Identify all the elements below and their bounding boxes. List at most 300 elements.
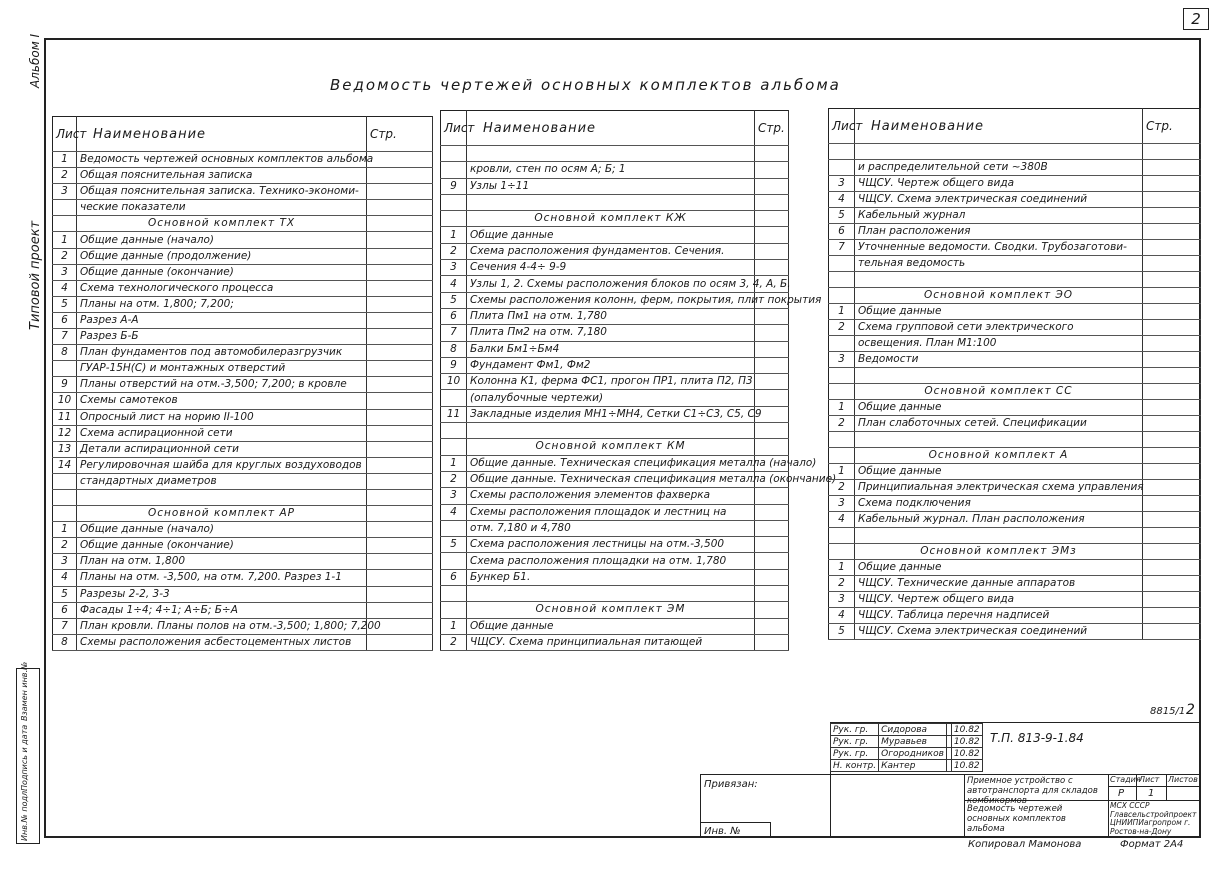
stamp-code: 8815/1: [1150, 706, 1186, 717]
sheet-number: 9: [53, 377, 77, 393]
table-row: [441, 569, 789, 585]
sheet-value: 1: [1148, 788, 1155, 799]
sheet-number: 1: [53, 152, 77, 168]
page-cell: [1143, 544, 1201, 560]
signer-name: Кантер: [879, 760, 947, 772]
sheet-number: 2: [441, 243, 467, 259]
sheet-number: 3: [441, 260, 467, 276]
page-cell: [1143, 512, 1201, 528]
table-row: [53, 409, 433, 425]
table-row: [441, 390, 789, 406]
sheet-number: [829, 368, 855, 384]
table-row: [441, 471, 789, 487]
table-row: [829, 160, 1201, 176]
signer-date: 10.82: [951, 724, 982, 736]
page-cell: [755, 634, 789, 650]
page-cell: [1143, 384, 1201, 400]
section-title: Основной комплект СС: [855, 384, 1143, 400]
sheet-name: [77, 489, 367, 505]
sheet-number: [53, 506, 77, 522]
page-cell: [755, 488, 789, 504]
table-row: [441, 276, 789, 292]
table-row: [53, 473, 433, 489]
sheet-number: 6: [441, 308, 467, 324]
page-cell: [367, 538, 433, 554]
inv-label: Инв. №: [704, 826, 741, 837]
table-row: [829, 336, 1201, 352]
table-row: [829, 224, 1201, 240]
sheet-number: 2: [53, 168, 77, 184]
sheet-name: Ведомость чертежей основных комплектов альбома: [77, 152, 367, 168]
sheet-number: 3: [53, 554, 77, 570]
sheet-name: Опросный лист на норию II-100: [77, 409, 367, 425]
sheet-name: ЧЩСУ. Таблица перечня надписей: [855, 608, 1143, 624]
sheet-number: 1: [829, 400, 855, 416]
table-row: [829, 320, 1201, 336]
page-cell: [367, 409, 433, 425]
sheet-number: 6: [829, 224, 855, 240]
header-name: Наименование: [855, 109, 1143, 144]
sheet-number: [53, 361, 77, 377]
page-cell: [367, 457, 433, 473]
table-row: [829, 400, 1201, 416]
sheet-number: 1: [441, 618, 467, 634]
stamp-divider-2: [1108, 774, 1109, 838]
page-cell: [367, 264, 433, 280]
page-cell: [367, 345, 433, 361]
signer-row: [831, 760, 983, 772]
table-row: [441, 488, 789, 504]
sheet-name: [467, 194, 755, 210]
page-cell: [1143, 352, 1201, 368]
sheet-name: Планы отверстий на отм.-3,500; 7,200; в кровле: [77, 377, 367, 393]
section-row: [829, 448, 1201, 464]
sheet-number: 1: [829, 304, 855, 320]
sheet-name: Схемы расположения элементов фахверка: [467, 488, 755, 504]
sheet-number: [441, 439, 467, 455]
sheet-number: 4: [53, 280, 77, 296]
page-cell: [1143, 336, 1201, 352]
header-page: Стр.: [367, 117, 433, 152]
sheet-number: [441, 553, 467, 569]
table-row: [829, 416, 1201, 432]
sheet-number: [441, 194, 467, 210]
sheet-number: 4: [441, 276, 467, 292]
sheet-name: Схема групповой сети электрического: [855, 320, 1143, 336]
sheet-number: 2: [829, 576, 855, 592]
sheet-number: 2: [53, 538, 77, 554]
sheet-number: 7: [829, 240, 855, 256]
table-row: [53, 232, 433, 248]
page-cell: [755, 162, 789, 178]
table-row: [441, 260, 789, 276]
stage-value: Р: [1118, 788, 1125, 799]
stamp-line: [1108, 786, 1201, 787]
sheet-name: План расположения: [855, 224, 1143, 240]
table-row: [441, 374, 789, 390]
sheet-name: Общие данные. Техническая спецификация металла (начало): [467, 455, 755, 471]
signer-name: Сидорова: [879, 724, 947, 736]
sheet-number: 3: [441, 488, 467, 504]
header-sheet: Лист: [441, 111, 467, 146]
sheet-name: Уточненные ведомости. Сводки. Трубозаготови-: [855, 240, 1143, 256]
table-row: [441, 194, 789, 210]
sheet-name: Планы на отм. -3,500, на отм. 7,200. Разрез 1-1: [77, 570, 367, 586]
page-cell: [755, 194, 789, 210]
sheet-name: Узлы 1÷11: [467, 178, 755, 194]
sheet-number: 5: [53, 296, 77, 312]
section-row: [829, 384, 1201, 400]
sheet-number: [829, 160, 855, 176]
sheet-name: Общие данные: [855, 400, 1143, 416]
page-cell: [367, 570, 433, 586]
sheet-name: и распределительной сети ~380В: [855, 160, 1143, 176]
sheet-number: 8: [441, 341, 467, 357]
table-row: [441, 504, 789, 520]
page-cell: [1143, 208, 1201, 224]
sheet-name: ческие показатели: [77, 200, 367, 216]
section-row: [53, 216, 433, 232]
page-cell: [1143, 480, 1201, 496]
page-cell: [367, 361, 433, 377]
sheet-name: ГУАР-15Н(С) и монтажных отверстий: [77, 361, 367, 377]
sheet-name: Регулировочная шайба для круглых воздуховодов: [77, 457, 367, 473]
sheet-name: освещения. План М1:100: [855, 336, 1143, 352]
page-cell: [1143, 144, 1201, 160]
page-cell: [367, 329, 433, 345]
sheet-name: (опалубочные чертежи): [467, 390, 755, 406]
table-row: [53, 441, 433, 457]
section-title: Основной комплект КМ: [467, 439, 755, 455]
sheet-name: Общие данные: [855, 464, 1143, 480]
sheet-number: 2: [53, 248, 77, 264]
sheet-number: 2: [829, 480, 855, 496]
privyazan-label: Привязан:: [704, 779, 758, 790]
sheet-number: 1: [53, 522, 77, 538]
sheet-name: План на отм. 1,800: [77, 554, 367, 570]
sheet-name: ЧЩСУ. Схема электрическая соединений: [855, 192, 1143, 208]
page-cell: [1143, 272, 1201, 288]
sheet-name: тельная ведомость: [855, 256, 1143, 272]
table-row: [441, 537, 789, 553]
header-page: Стр.: [755, 111, 789, 146]
sheet-name: Узлы 1, 2. Схемы расположения блоков по осям 3, 4, А, Б.: [467, 276, 755, 292]
page-cell: [367, 280, 433, 296]
page-cell: [1143, 400, 1201, 416]
sheet-number: 2: [829, 416, 855, 432]
sheet-number: 10: [441, 374, 467, 390]
sheet-number: 3: [53, 264, 77, 280]
page-cell: [755, 439, 789, 455]
table-row: [441, 618, 789, 634]
page-cell: [1143, 576, 1201, 592]
sheet-number: 5: [441, 537, 467, 553]
page-cell: [367, 586, 433, 602]
table-row: [829, 176, 1201, 192]
sheet-number: 13: [53, 441, 77, 457]
page-cell: [755, 243, 789, 259]
table-col-2: [440, 110, 837, 651]
sheet-name: ЧЩСУ. Чертеж общего вида: [855, 592, 1143, 608]
sheet-name: Ведомость чертежей основных комплектов альбома: [967, 804, 1066, 834]
sheet-name: стандартных диаметров: [77, 473, 367, 489]
sheet-name: Схема аспирационной сети: [77, 425, 367, 441]
signer-row: [831, 724, 983, 736]
sheet-number: 11: [441, 406, 467, 422]
sheet-number: 9: [441, 357, 467, 373]
sheet-number: 8: [53, 634, 77, 650]
table-row: [829, 560, 1201, 576]
sheet-number: 3: [829, 592, 855, 608]
page-cell: [1143, 304, 1201, 320]
table-row: [53, 586, 433, 602]
page-cell: [367, 393, 433, 409]
side-stamp: [16, 661, 40, 844]
page-cell: [755, 520, 789, 536]
table-row: [53, 248, 433, 264]
sheet-number: 1: [441, 455, 467, 471]
sheet-number: 7: [441, 325, 467, 341]
page-cell: [755, 586, 789, 602]
signer-name: Муравьев: [879, 736, 947, 748]
section-row: [829, 544, 1201, 560]
sheet-name: Схема технологического процесса: [77, 280, 367, 296]
sheet-name: ЧЩСУ. Схема электрическая соединений: [855, 624, 1143, 640]
sheet-name: Схема расположения площадки на отм. 1,780: [467, 553, 755, 569]
page-cell: [1143, 448, 1201, 464]
sheet-number: 9: [441, 178, 467, 194]
sheet-number: 12: [53, 425, 77, 441]
page-cell: [1143, 160, 1201, 176]
sheet-name: Схемы расположения площадок и лестниц на: [467, 504, 755, 520]
page-cell: [755, 146, 789, 162]
sheet-name: Общая пояснительная записка. Технико-экономи-: [77, 184, 367, 200]
section-title: Основной комплект ЭО: [855, 288, 1143, 304]
sheet-name: План фундаментов под автомобилеразгрузчик: [77, 345, 367, 361]
sheet-name: [855, 528, 1143, 544]
sheet-number: [829, 432, 855, 448]
page-cell: [1143, 528, 1201, 544]
table-row: [829, 256, 1201, 272]
sheet-number: [829, 336, 855, 352]
table-row: [829, 368, 1201, 384]
side-stamp-replace: Взамен инв.№: [20, 661, 29, 721]
sheet-name: [855, 144, 1143, 160]
sheet-name: Разрез Б-Б: [77, 329, 367, 345]
sheet-name: [855, 432, 1143, 448]
page-cell: [367, 152, 433, 168]
page-cell: [367, 312, 433, 328]
table-row: [829, 592, 1201, 608]
page-cell: [1143, 256, 1201, 272]
page-cell: [367, 184, 433, 200]
page-cell: [367, 200, 433, 216]
table-row: [829, 208, 1201, 224]
sheet-number: 4: [829, 608, 855, 624]
sheet-number: 1: [829, 464, 855, 480]
sheet-number: 1: [829, 560, 855, 576]
sheet-number: 1: [441, 227, 467, 243]
sheet-number: [441, 162, 467, 178]
table-row: [53, 329, 433, 345]
signer-role: Рук. гр.: [831, 748, 879, 760]
page-cell: [755, 618, 789, 634]
organization: МСХ СССР Главсельстройпроект ЦНИИПИагропром г. Ростов-на-Дону: [1110, 801, 1197, 836]
sheet-number: 4: [441, 504, 467, 520]
sheet-number: 7: [53, 618, 77, 634]
table-row: [441, 243, 789, 259]
sheets-label: Листов: [1168, 775, 1198, 784]
sheet-number: 11: [53, 409, 77, 425]
sheet-number: 8: [53, 345, 77, 361]
table-row: [53, 634, 433, 650]
page-cell: [367, 425, 433, 441]
sheet-number: 6: [53, 602, 77, 618]
table-row: [829, 480, 1201, 496]
signer-name: Огородников: [879, 748, 947, 760]
sheet-number: 4: [53, 570, 77, 586]
copied-by: Копировал Мамонова: [968, 839, 1082, 850]
page-cell: [367, 232, 433, 248]
stamp-code-page: 2: [1186, 702, 1195, 718]
sheet-name: Схема расположения фундаментов. Сечения.: [467, 243, 755, 259]
signer-date: 10.82: [951, 736, 982, 748]
table-col-3: [828, 108, 1201, 640]
page-cell: [1143, 176, 1201, 192]
table-row: [441, 455, 789, 471]
page-cell: [367, 489, 433, 505]
page-cell: [1143, 608, 1201, 624]
page-cell: [1143, 192, 1201, 208]
sheet-number: [441, 602, 467, 618]
sheet-number: [829, 528, 855, 544]
sheet-name: [855, 272, 1143, 288]
table-row: [441, 586, 789, 602]
sheet-number: 6: [53, 312, 77, 328]
page-cell: [367, 522, 433, 538]
sheet-number: 5: [53, 586, 77, 602]
sheet-number: 3: [829, 352, 855, 368]
sheet-name: Разрез А-А: [77, 312, 367, 328]
table-row: [829, 144, 1201, 160]
page-cell: [755, 260, 789, 276]
header-sheet: Лист: [53, 117, 77, 152]
sheet-name: Общие данные: [467, 227, 755, 243]
page-cell: [1143, 416, 1201, 432]
table-row: [53, 538, 433, 554]
page-cell: [367, 168, 433, 184]
sheet-name: ЧЩСУ. Чертеж общего вида: [855, 176, 1143, 192]
table-row: [441, 227, 789, 243]
section-row: [441, 439, 789, 455]
table-row: [829, 576, 1201, 592]
table-row: [53, 618, 433, 634]
table-row: [53, 602, 433, 618]
table-row: [53, 570, 433, 586]
sheet-name: Общие данные: [467, 618, 755, 634]
sheet-number: [829, 144, 855, 160]
sheet-name: Схемы самотеков: [77, 393, 367, 409]
sheet-number: [53, 216, 77, 232]
table-row: [441, 162, 789, 178]
table-row: [829, 192, 1201, 208]
section-row: [53, 506, 433, 522]
section-title: Основной комплект КЖ: [467, 211, 755, 227]
page-cell: [755, 390, 789, 406]
sheet-name: Схемы расположения колонн, ферм, покрытия, плит покрытия: [467, 292, 755, 308]
table-row: [441, 146, 789, 162]
sheet-name: кровли, стен по осям А; Б; 1: [467, 162, 755, 178]
stamp-line: [1166, 774, 1167, 800]
page-cell: [1143, 224, 1201, 240]
table-row: [53, 425, 433, 441]
signer-role: Рук. гр.: [831, 736, 879, 748]
page-cell: [755, 569, 789, 585]
page-cell: [755, 227, 789, 243]
sheet-name: Общие данные (продолжение): [77, 248, 367, 264]
sheet-number: 5: [441, 292, 467, 308]
sheet-number: 3: [53, 184, 77, 200]
table-row: [53, 200, 433, 216]
sheet-number: [441, 211, 467, 227]
sheet-name: Бункер Б1.: [467, 569, 755, 585]
page-cell: [755, 423, 789, 439]
section-row: [441, 211, 789, 227]
page-cell: [367, 602, 433, 618]
sheet-number: 4: [829, 512, 855, 528]
page-cell: [367, 216, 433, 232]
sheet-name: ЧЩСУ. Схема принципиальная питающей: [467, 634, 755, 650]
sheet-name: отм. 7,180 и 4,780: [467, 520, 755, 536]
sheet-number: [441, 146, 467, 162]
table-row: [53, 296, 433, 312]
page-cell: [367, 634, 433, 650]
page-cell: [367, 473, 433, 489]
table-row: [441, 178, 789, 194]
signer-row: [831, 736, 983, 748]
sheet-name: Общие данные (начало): [77, 232, 367, 248]
sheet-number: 5: [829, 208, 855, 224]
table-row: [441, 341, 789, 357]
table-row: [53, 168, 433, 184]
sheet-number: [53, 473, 77, 489]
section-title: Основной комплект АР: [77, 506, 367, 522]
sheet-number: [829, 384, 855, 400]
sheet-name: Кабельный журнал: [855, 208, 1143, 224]
sheet-number: [829, 256, 855, 272]
table-row: [829, 512, 1201, 528]
sheet-name: Планы на отм. 1,800; 7,200;: [77, 296, 367, 312]
side-stamp-inv: Инв.№ подл.: [20, 788, 29, 841]
sheet-label: Лист: [1139, 775, 1160, 784]
page-cell: [755, 308, 789, 324]
paper-format: Формат 2А4: [1120, 839, 1184, 850]
page-cell: [755, 178, 789, 194]
sheet-name: Колонна К1, ферма ФС1, прогон ПР1, плита П2, П3: [467, 374, 755, 390]
sheet-number: [53, 489, 77, 505]
sheet-number: 3: [829, 176, 855, 192]
header-sheet: Лист: [829, 109, 855, 144]
sheet-number: 3: [829, 496, 855, 512]
table-row: [53, 312, 433, 328]
section-title: Основной комплект ТХ: [77, 216, 367, 232]
table-row: [441, 634, 789, 650]
sheet-number: [441, 390, 467, 406]
sheet-name: [467, 423, 755, 439]
sheet-name: Ведомости: [855, 352, 1143, 368]
page-cell: [367, 506, 433, 522]
table-row: [829, 432, 1201, 448]
